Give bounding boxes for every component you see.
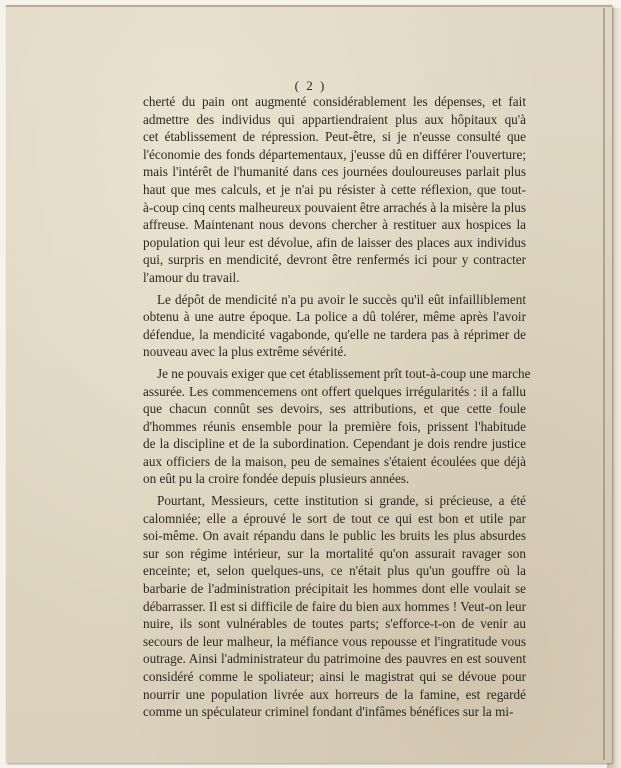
sheet-top-edge <box>6 5 612 7</box>
text-line: cherté du pain ont augmenté considérablement les dépenses, et fait <box>143 94 526 109</box>
text-line: à-coup cinq cents malheureux pouvaient être arrachés à la misère la plus <box>143 199 526 215</box>
text-line: Le dépôt de mendicité n'a pu avoir le succès qu'il eût infailliblement <box>157 291 526 307</box>
text-line: obtenu à une autre époque. La police a dû tolérer, même après l'avoir <box>143 309 526 325</box>
paragraph <box>143 291 526 361</box>
text-line: comme un spéculateur criminel fondant d'infâmes bénéfices sur la mi- <box>143 704 514 720</box>
text-line: haut que mes calculs, et je n'ai pu résister à cette réflexion, que tout- <box>143 181 526 197</box>
text-line: cet établissement de répression. Peut-être, si je n'eusse consulté que <box>143 129 526 145</box>
text-line: on eût pu la croire fondée depuis plusieurs années. <box>143 471 410 487</box>
body-text <box>143 93 531 721</box>
text-line: assurée. Les commencemens ont offert quelques irrégularités : il a fallu <box>143 383 526 399</box>
text-line: calomniée; elle a éprouvé le sort de tout ce qui est bon et utile par <box>143 510 526 526</box>
text-line: outrage. Ainsi l'administrateur du patrimoine des pauvres en est souvent <box>143 651 526 667</box>
text-line: soi-même. On avait répandu dans le public les bruits les plus absurdes <box>143 528 526 544</box>
text-line: mais l'intérêt de l'humanité dans ces journées douloureuses parlait plus <box>143 164 526 180</box>
text-line: affreuse. Maintenant nous devons chercher à restituer aux hospices la <box>143 217 526 233</box>
text-line: nouveau avec la plus extrême sévérité. <box>143 344 347 360</box>
text-line: secours de leur malheur, la méfiance vous repousse et l'ingratitude vous <box>143 633 526 649</box>
paragraph <box>143 365 531 488</box>
text-line: que chacun connût ses devoirs, ses attributions, et que cette foule <box>143 401 526 417</box>
text-line: aux officiers de la maison, peu de semaines s'étaient écoulées que déjà <box>143 453 526 469</box>
text-line: barbarie de l'administration précipitait les hommes dont elle voulait se <box>143 581 526 597</box>
text-line: de la discipline et de la subordination. Cependant je dois rendre justice <box>143 436 526 452</box>
text-line: d'hommes réunis ensemble pour la première fois, prissent l'habitude <box>143 418 526 434</box>
text-line: l'économie des fonds départementaux, j'eusse dû en différer l'ouverture; <box>143 146 526 162</box>
text-line: enceinte; et, selon quelques-uns, ce n'était plus qu'un gouffre où la <box>143 563 526 579</box>
text-line: qui, surpris en mendicité, devront être renfermés ici pour y contracter <box>143 252 526 268</box>
page-number: ( 2 ) <box>294 78 327 93</box>
text-line: l'amour du travail. <box>143 269 240 285</box>
paragraph <box>143 492 526 721</box>
paragraph <box>143 93 526 287</box>
text-line: Je ne pouvais exiger que cet établissement prît tout-à-coup une marche <box>157 365 531 381</box>
text-line: admettre des individus qui appartiendraient plus aux hôpitaux qu'à <box>143 111 526 127</box>
page-fold-line <box>603 8 605 760</box>
text-line: débarrasser. Il est si difficile de faire du bien aux hommes ! Veut-on leur <box>143 598 526 614</box>
text-line: population qui leur est dévolue, afin de laisser des places aux individus <box>143 234 526 250</box>
text-line: nourrir une population livrée aux horreurs de la famine, est regardé <box>143 686 526 702</box>
text-line: considéré comme le spoliateur; ainsi le magistrat qui se dévoue pour <box>143 669 526 684</box>
text-line: défendue, la mendicité vagabonde, qu'elle ne tardera pas à réprimer de <box>143 326 526 342</box>
text-line: sur son régime intérieur, sur la mortalité qu'on assurait ravager son <box>143 545 526 561</box>
text-line: nuire, ils sont vulnérables de toutes parts; s'efforce-t-on de venir au <box>143 616 526 632</box>
text-line: Pourtant, Messieurs, cette institution si grande, si précieuse, a été <box>157 493 526 509</box>
